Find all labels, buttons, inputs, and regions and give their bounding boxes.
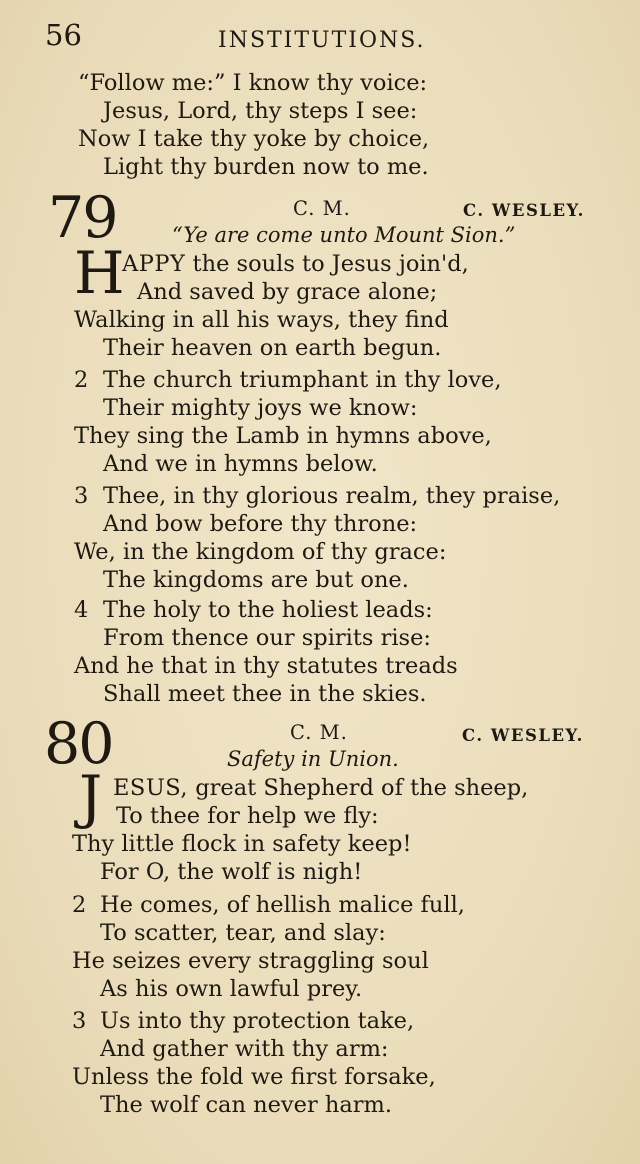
verse-line: And saved by grace alone; [137,279,438,305]
stanza-number: 3 [72,1008,87,1034]
verse-line: The kingdoms are but one. [103,567,409,593]
first-line [113,775,528,801]
first-word: ESUS, [113,775,189,801]
verse-line: He seizes every straggling soul [72,948,429,974]
verse-line: Their mighty joys we know: [103,395,418,421]
verse-line: Walking in all his ways, they find [74,307,449,333]
stanza-number: 4 [74,597,89,623]
hymn-author: C. WESLEY. [463,201,585,220]
hymn-number: 79 [48,185,117,251]
verse-line: They sing the Lamb in hymns above, [74,423,492,449]
verse-line: And gather with thy arm: [100,1036,389,1062]
verse-line: The church triumphant in thy love, [103,367,502,393]
verse-line: Thy little flock in safety keep! [72,831,412,857]
verse-line: We, in the kingdom of thy grace: [74,539,447,565]
verse-line: For O, the wolf is nigh! [100,859,363,885]
verse-line: Unless the fold we first forsake, [72,1064,436,1090]
verse-line: And bow before thy throne: [103,511,418,537]
hymn-number: 80 [44,711,113,777]
verse-line: Us into thy protection take, [100,1008,415,1034]
hymn-subtitle: Safety in Union. [227,747,399,771]
verse-line: Thee, in thy glorious realm, they praise, [103,483,561,509]
stanza-number: 2 [74,367,89,393]
hymn-author: C. WESLEY. [462,726,584,745]
verse-line: And he that in thy statutes treads [74,653,458,679]
first-word: APPY [122,251,186,277]
verse-line: The wolf can never harm. [100,1092,392,1118]
verse-line: And we in hymns below. [103,451,378,477]
intro-line: Light thy burden now to me. [103,154,429,180]
page-number: 56 [45,18,82,52]
verse-line: Shall meet thee in the skies. [103,681,427,707]
verse-line: He comes, of hellish malice full, [100,892,465,918]
intro-line: Jesus, Lord, thy steps I see: [103,98,418,124]
drop-cap: J [79,763,103,831]
intro-line: Now I take thy yoke by choice, [78,126,430,152]
verse-line: From thence our spirits rise: [103,625,431,651]
hymn-meter: C. M. [293,197,351,220]
first-line-rest: great Shepherd of the sheep, [195,775,529,801]
verse-line: To scatter, tear, and slay: [100,920,386,946]
stanza-number: 2 [72,892,87,918]
stanza-number: 3 [74,483,89,509]
hymn-meter: C. M. [290,721,348,744]
first-line [122,251,469,277]
verse-line: To thee for help we fly: [116,803,379,829]
first-line-rest: the souls to Jesus join'd, [192,251,469,277]
verse-line: The holy to the holiest leads: [103,597,433,623]
hymn-subtitle: “Ye are come unto Mount Sion.” [172,223,516,247]
drop-cap: H [74,239,125,307]
verse-line: Their heaven on earth begun. [103,335,442,361]
running-head: INSTITUTIONS. [218,28,426,53]
intro-line: “Follow me:” I know thy voice: [78,70,428,96]
verse-line: As his own lawful prey. [100,976,363,1002]
